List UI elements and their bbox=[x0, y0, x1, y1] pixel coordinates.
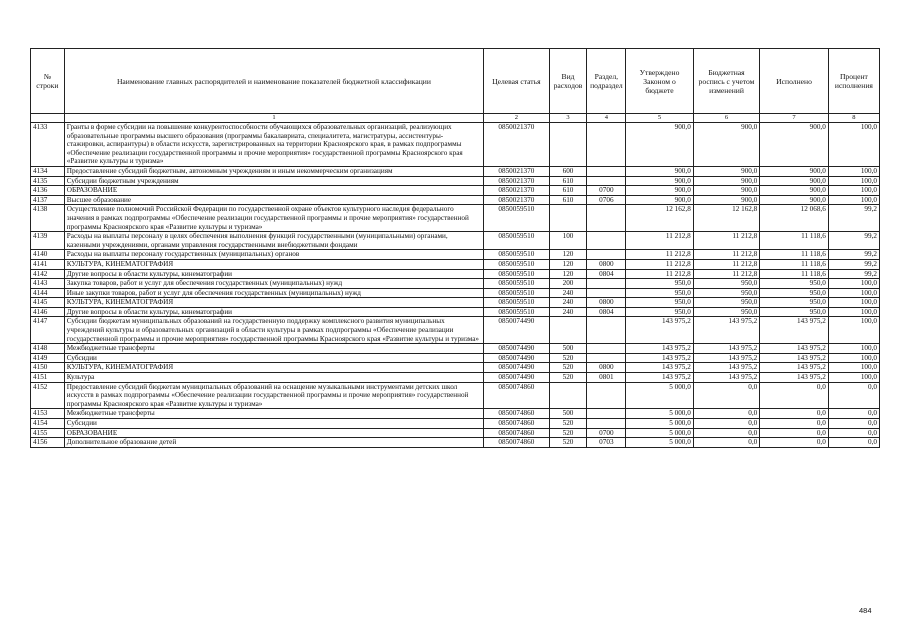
target-article: 0850059510 bbox=[484, 298, 549, 308]
row-number: 4143 bbox=[31, 279, 65, 289]
execution-percent: 0,0 bbox=[828, 438, 879, 448]
table-row bbox=[31, 307, 880, 317]
target-article: 0850074860 bbox=[484, 438, 549, 448]
budget-schedule-amount: 900,0 bbox=[693, 123, 759, 167]
executed-amount: 143 975,2 bbox=[760, 317, 829, 344]
budget-schedule-amount: 11 212,8 bbox=[693, 259, 759, 269]
executed-amount: 950,0 bbox=[760, 279, 829, 289]
execution-percent: 100,0 bbox=[828, 317, 879, 344]
budget-schedule-amount: 11 212,8 bbox=[693, 232, 759, 250]
row-number: 4156 bbox=[31, 438, 65, 448]
row-description: ОБРАЗОВАНИЕ bbox=[64, 428, 483, 438]
expense-type: 100 bbox=[549, 232, 587, 250]
approved-amount: 5 000,0 bbox=[626, 438, 694, 448]
column-header: Бюджетная роспись с учетом изменений bbox=[693, 49, 759, 114]
table-row bbox=[31, 419, 880, 429]
approved-amount: 950,0 bbox=[626, 307, 694, 317]
column-number: 5 bbox=[626, 114, 694, 123]
approved-amount: 950,0 bbox=[626, 288, 694, 298]
execution-percent: 100,0 bbox=[828, 186, 879, 196]
approved-amount: 950,0 bbox=[626, 298, 694, 308]
execution-percent: 100,0 bbox=[828, 279, 879, 289]
budget-schedule-amount: 12 162,8 bbox=[693, 205, 759, 232]
target-article: 0850021370 bbox=[484, 195, 549, 205]
expense-type: 120 bbox=[549, 250, 587, 260]
table-row bbox=[31, 176, 880, 186]
row-number: 4134 bbox=[31, 166, 65, 176]
approved-amount: 11 212,8 bbox=[626, 232, 694, 250]
target-article: 0850074860 bbox=[484, 409, 549, 419]
row-description: Иные закупки товаров, работ и услуг для обеспечения государственных (муниципальных) нужд bbox=[64, 288, 483, 298]
approved-amount: 11 212,8 bbox=[626, 250, 694, 260]
budget-schedule-amount: 950,0 bbox=[693, 279, 759, 289]
execution-percent: 99,2 bbox=[828, 269, 879, 279]
approved-amount: 5 000,0 bbox=[626, 428, 694, 438]
row-description: Субсидии bbox=[64, 419, 483, 429]
execution-percent: 99,2 bbox=[828, 205, 879, 232]
budget-schedule-amount: 900,0 bbox=[693, 186, 759, 196]
expense-type bbox=[549, 205, 587, 232]
budget-schedule-amount: 900,0 bbox=[693, 176, 759, 186]
target-article: 0850059510 bbox=[484, 279, 549, 289]
column-header: Утверждено Законом о бюджете bbox=[626, 49, 694, 114]
executed-amount: 0,0 bbox=[760, 438, 829, 448]
table-row bbox=[31, 344, 880, 354]
expense-type: 610 bbox=[549, 186, 587, 196]
budget-schedule-amount: 143 975,2 bbox=[693, 373, 759, 383]
section-subsection bbox=[587, 232, 626, 250]
section-subsection bbox=[587, 317, 626, 344]
row-number: 4146 bbox=[31, 307, 65, 317]
column-number: 8 bbox=[828, 114, 879, 123]
executed-amount: 0,0 bbox=[760, 382, 829, 409]
execution-percent: 0,0 bbox=[828, 419, 879, 429]
execution-percent: 100,0 bbox=[828, 123, 879, 167]
execution-percent: 99,2 bbox=[828, 250, 879, 260]
row-description: КУЛЬТУРА, КИНЕМАТОГРАФИЯ bbox=[64, 363, 483, 373]
executed-amount: 900,0 bbox=[760, 123, 829, 167]
execution-percent: 100,0 bbox=[828, 298, 879, 308]
approved-amount: 12 162,8 bbox=[626, 205, 694, 232]
table-row bbox=[31, 232, 880, 250]
expense-type bbox=[549, 317, 587, 344]
approved-amount: 950,0 bbox=[626, 279, 694, 289]
column-number: 6 bbox=[693, 114, 759, 123]
table-row bbox=[31, 363, 880, 373]
row-description: КУЛЬТУРА, КИНЕМАТОГРАФИЯ bbox=[64, 298, 483, 308]
column-number-row bbox=[31, 114, 880, 123]
execution-percent: 99,2 bbox=[828, 232, 879, 250]
row-description: Высшее образование bbox=[64, 195, 483, 205]
budget-schedule-amount: 950,0 bbox=[693, 307, 759, 317]
row-description: Другие вопросы в области культуры, кинематографии bbox=[64, 307, 483, 317]
row-number: 4133 bbox=[31, 123, 65, 167]
executed-amount: 0,0 bbox=[760, 419, 829, 429]
section-subsection: 0804 bbox=[587, 269, 626, 279]
table-row bbox=[31, 269, 880, 279]
row-number: 4150 bbox=[31, 363, 65, 373]
approved-amount: 900,0 bbox=[626, 166, 694, 176]
table-row bbox=[31, 317, 880, 344]
target-article: 0850074490 bbox=[484, 317, 549, 344]
page-number: 484 bbox=[859, 606, 872, 615]
expense-type: 240 bbox=[549, 298, 587, 308]
row-number: 4141 bbox=[31, 259, 65, 269]
table-body bbox=[31, 123, 880, 448]
expense-type: 500 bbox=[549, 344, 587, 354]
expense-type: 240 bbox=[549, 288, 587, 298]
row-number: 4135 bbox=[31, 176, 65, 186]
column-header: Процент исполнения bbox=[828, 49, 879, 114]
execution-percent: 100,0 bbox=[828, 353, 879, 363]
budget-schedule-amount: 950,0 bbox=[693, 288, 759, 298]
row-description: Расходы на выплаты персоналу государственных (муниципальных) органов bbox=[64, 250, 483, 260]
table-row bbox=[31, 298, 880, 308]
execution-percent: 100,0 bbox=[828, 373, 879, 383]
table-row bbox=[31, 166, 880, 176]
column-number bbox=[31, 114, 65, 123]
expense-type: 520 bbox=[549, 428, 587, 438]
executed-amount: 950,0 bbox=[760, 307, 829, 317]
execution-percent: 100,0 bbox=[828, 195, 879, 205]
section-subsection bbox=[587, 123, 626, 167]
executed-amount: 900,0 bbox=[760, 176, 829, 186]
expense-type: 520 bbox=[549, 438, 587, 448]
expense-type: 610 bbox=[549, 176, 587, 186]
execution-percent: 0,0 bbox=[828, 428, 879, 438]
target-article: 0850059510 bbox=[484, 232, 549, 250]
target-article: 0850059510 bbox=[484, 269, 549, 279]
expense-type: 120 bbox=[549, 269, 587, 279]
row-description: Расходы на выплаты персоналу в целях обеспечения выполнения функций государственными (муниципальными) органами, казенными учреждениями, органами управления государственными внебюджетными фондами bbox=[64, 232, 483, 250]
row-description: Осуществление полномочий Российской Федерации по государственной охране объектов культурного наследия федерального значения в рамках подпрограммы «Обеспечение реализации государственной программы и прочие мероприятия» государственной программы Красноярского края «Развитие культуры и туризма» bbox=[64, 205, 483, 232]
section-subsection: 0700 bbox=[587, 428, 626, 438]
section-subsection: 0703 bbox=[587, 438, 626, 448]
row-number: 4148 bbox=[31, 344, 65, 354]
row-description: Субсидии бюджетным учреждениям bbox=[64, 176, 483, 186]
table-row bbox=[31, 123, 880, 167]
row-number: 4152 bbox=[31, 382, 65, 409]
row-description: Межбюджетные трансферты bbox=[64, 409, 483, 419]
row-number: 4136 bbox=[31, 186, 65, 196]
execution-percent: 100,0 bbox=[828, 307, 879, 317]
approved-amount: 5 000,0 bbox=[626, 382, 694, 409]
target-article: 0850021370 bbox=[484, 186, 549, 196]
execution-percent: 100,0 bbox=[828, 344, 879, 354]
column-header: № строки bbox=[31, 49, 65, 114]
section-subsection bbox=[587, 288, 626, 298]
section-subsection bbox=[587, 176, 626, 186]
table-row bbox=[31, 288, 880, 298]
budget-schedule-amount: 0,0 bbox=[693, 419, 759, 429]
column-header: Вид расходов bbox=[549, 49, 587, 114]
budget-schedule-amount: 143 975,2 bbox=[693, 353, 759, 363]
target-article: 0850021370 bbox=[484, 123, 549, 167]
approved-amount: 900,0 bbox=[626, 195, 694, 205]
approved-amount: 11 212,8 bbox=[626, 259, 694, 269]
row-description: Предоставление субсидий бюджетным, автономным учреждениям и иным некоммерческим организациям bbox=[64, 166, 483, 176]
budget-schedule-amount: 143 975,2 bbox=[693, 363, 759, 373]
section-subsection: 0800 bbox=[587, 259, 626, 269]
approved-amount: 143 975,2 bbox=[626, 344, 694, 354]
row-description: Предоставление субсидий бюджетам муниципальных образований на оснащение музыкальными инструментами детских школ искусств в рамках подпрограммы «Обеспечение реализации государственной программы и прочие мероприятия» государственной программы Красноярского края «Развитие культуры и туризма» bbox=[64, 382, 483, 409]
budget-schedule-amount: 11 212,8 bbox=[693, 250, 759, 260]
row-description: Культура bbox=[64, 373, 483, 383]
approved-amount: 143 975,2 bbox=[626, 353, 694, 363]
target-article: 0850074860 bbox=[484, 419, 549, 429]
section-subsection: 0804 bbox=[587, 307, 626, 317]
expense-type: 200 bbox=[549, 279, 587, 289]
column-number: 2 bbox=[484, 114, 549, 123]
table-row bbox=[31, 373, 880, 383]
target-article: 0850074490 bbox=[484, 353, 549, 363]
expense-type: 520 bbox=[549, 363, 587, 373]
table-row bbox=[31, 205, 880, 232]
target-article: 0850059510 bbox=[484, 307, 549, 317]
target-article: 0850074490 bbox=[484, 363, 549, 373]
execution-percent: 0,0 bbox=[828, 409, 879, 419]
section-subsection bbox=[587, 344, 626, 354]
row-description: ОБРАЗОВАНИЕ bbox=[64, 186, 483, 196]
budget-schedule-amount: 0,0 bbox=[693, 382, 759, 409]
budget-schedule-amount: 950,0 bbox=[693, 298, 759, 308]
execution-percent: 100,0 bbox=[828, 288, 879, 298]
section-subsection bbox=[587, 279, 626, 289]
section-subsection bbox=[587, 250, 626, 260]
section-subsection: 0800 bbox=[587, 363, 626, 373]
executed-amount: 11 118,6 bbox=[760, 250, 829, 260]
budget-schedule-amount: 900,0 bbox=[693, 166, 759, 176]
column-header: Раздел, подраздел bbox=[587, 49, 626, 114]
budget-execution-table bbox=[30, 48, 880, 448]
table-row bbox=[31, 279, 880, 289]
row-description: Субсидии bbox=[64, 353, 483, 363]
row-description: Другие вопросы в области культуры, кинематографии bbox=[64, 269, 483, 279]
approved-amount: 900,0 bbox=[626, 123, 694, 167]
execution-percent: 0,0 bbox=[828, 382, 879, 409]
executed-amount: 11 118,6 bbox=[760, 269, 829, 279]
expense-type: 520 bbox=[549, 419, 587, 429]
expense-type bbox=[549, 123, 587, 167]
row-number: 4137 bbox=[31, 195, 65, 205]
column-header: Исполнено bbox=[760, 49, 829, 114]
approved-amount: 143 975,2 bbox=[626, 373, 694, 383]
executed-amount: 900,0 bbox=[760, 186, 829, 196]
executed-amount: 11 118,6 bbox=[760, 259, 829, 269]
target-article: 0850074490 bbox=[484, 344, 549, 354]
execution-percent: 100,0 bbox=[828, 176, 879, 186]
executed-amount: 143 975,2 bbox=[760, 353, 829, 363]
column-number: 3 bbox=[549, 114, 587, 123]
section-subsection bbox=[587, 419, 626, 429]
section-subsection bbox=[587, 205, 626, 232]
table-row bbox=[31, 186, 880, 196]
target-article: 0850074860 bbox=[484, 382, 549, 409]
table-row bbox=[31, 382, 880, 409]
target-article: 0850059510 bbox=[484, 259, 549, 269]
executed-amount: 143 975,2 bbox=[760, 344, 829, 354]
section-subsection bbox=[587, 166, 626, 176]
section-subsection bbox=[587, 382, 626, 409]
budget-schedule-amount: 0,0 bbox=[693, 438, 759, 448]
target-article: 0850021370 bbox=[484, 166, 549, 176]
executed-amount: 12 068,6 bbox=[760, 205, 829, 232]
row-number: 4149 bbox=[31, 353, 65, 363]
table-row bbox=[31, 353, 880, 363]
budget-schedule-amount: 11 212,8 bbox=[693, 269, 759, 279]
section-subsection bbox=[587, 353, 626, 363]
row-description: Гранты в форме субсидии на повышение конкурентоспособности обучающихся образовательных организаций, реализующих образовательные программы высшего образования (программы бакалавриата, специалитета, магистратуры, ассистентуры-стажировки, аспирантуры) в области искусств, зарегистрированных на территории Красноярского края, в рамках подпрограммы «Обеспечение реализации государственной программы и прочие мероприятия» государственной программы Красноярского края «Развитие культуры и туризма» bbox=[64, 123, 483, 167]
target-article: 0850021370 bbox=[484, 176, 549, 186]
execution-percent: 99,2 bbox=[828, 259, 879, 269]
section-subsection: 0800 bbox=[587, 298, 626, 308]
executed-amount: 143 975,2 bbox=[760, 363, 829, 373]
table-row bbox=[31, 409, 880, 419]
table-row bbox=[31, 250, 880, 260]
expense-type bbox=[549, 382, 587, 409]
row-description: КУЛЬТУРА, КИНЕМАТОГРАФИЯ bbox=[64, 259, 483, 269]
approved-amount: 5 000,0 bbox=[626, 409, 694, 419]
budget-schedule-amount: 143 975,2 bbox=[693, 344, 759, 354]
expense-type: 600 bbox=[549, 166, 587, 176]
executed-amount: 950,0 bbox=[760, 288, 829, 298]
budget-schedule-amount: 143 975,2 bbox=[693, 317, 759, 344]
section-subsection bbox=[587, 409, 626, 419]
executed-amount: 0,0 bbox=[760, 409, 829, 419]
header-row bbox=[31, 49, 880, 114]
target-article: 0850059510 bbox=[484, 205, 549, 232]
row-description: Дополнительное образование детей bbox=[64, 438, 483, 448]
row-description: Субсидии бюджетам муниципальных образований на государственную поддержку комплексного развития муниципальных учреждений культуры и образовательных организаций в области культуры в рамках подпрограммы «Обеспечение реализации государственной программы и прочие мероприятия» государственной программы Красноярского края «Развитие культуры и туризма» bbox=[64, 317, 483, 344]
row-number: 4151 bbox=[31, 373, 65, 383]
table-row bbox=[31, 428, 880, 438]
execution-percent: 100,0 bbox=[828, 363, 879, 373]
executed-amount: 900,0 bbox=[760, 195, 829, 205]
executed-amount: 900,0 bbox=[760, 166, 829, 176]
row-number: 4140 bbox=[31, 250, 65, 260]
approved-amount: 11 212,8 bbox=[626, 269, 694, 279]
target-article: 0850074860 bbox=[484, 428, 549, 438]
executed-amount: 0,0 bbox=[760, 428, 829, 438]
expense-type: 120 bbox=[549, 259, 587, 269]
row-number: 4138 bbox=[31, 205, 65, 232]
expense-type: 520 bbox=[549, 373, 587, 383]
budget-schedule-amount: 0,0 bbox=[693, 428, 759, 438]
row-number: 4145 bbox=[31, 298, 65, 308]
executed-amount: 11 118,6 bbox=[760, 232, 829, 250]
row-number: 4153 bbox=[31, 409, 65, 419]
expense-type: 610 bbox=[549, 195, 587, 205]
target-article: 0850074490 bbox=[484, 373, 549, 383]
section-subsection: 0801 bbox=[587, 373, 626, 383]
approved-amount: 5 000,0 bbox=[626, 419, 694, 429]
expense-type: 520 bbox=[549, 353, 587, 363]
row-number: 4142 bbox=[31, 269, 65, 279]
row-description: Межбюджетные трансферты bbox=[64, 344, 483, 354]
execution-percent: 100,0 bbox=[828, 166, 879, 176]
executed-amount: 143 975,2 bbox=[760, 373, 829, 383]
approved-amount: 900,0 bbox=[626, 186, 694, 196]
table-row bbox=[31, 195, 880, 205]
column-header: Наименование главных распорядителей и наименование показателей бюджетной классификации bbox=[64, 49, 483, 114]
approved-amount: 143 975,2 bbox=[626, 363, 694, 373]
section-subsection: 0706 bbox=[587, 195, 626, 205]
section-subsection: 0700 bbox=[587, 186, 626, 196]
column-number: 4 bbox=[587, 114, 626, 123]
executed-amount: 950,0 bbox=[760, 298, 829, 308]
approved-amount: 143 975,2 bbox=[626, 317, 694, 344]
expense-type: 240 bbox=[549, 307, 587, 317]
column-number: 1 bbox=[64, 114, 483, 123]
row-number: 4155 bbox=[31, 428, 65, 438]
row-number: 4147 bbox=[31, 317, 65, 344]
target-article: 0850059510 bbox=[484, 250, 549, 260]
column-number: 7 bbox=[760, 114, 829, 123]
budget-schedule-amount: 0,0 bbox=[693, 409, 759, 419]
column-header: Целевая статья bbox=[484, 49, 549, 114]
target-article: 0850059510 bbox=[484, 288, 549, 298]
table-row bbox=[31, 438, 880, 448]
row-description: Закупка товаров, работ и услуг для обеспечения государственных (муниципальных) нужд bbox=[64, 279, 483, 289]
row-number: 4154 bbox=[31, 419, 65, 429]
expense-type: 500 bbox=[549, 409, 587, 419]
approved-amount: 900,0 bbox=[626, 176, 694, 186]
row-number: 4139 bbox=[31, 232, 65, 250]
budget-schedule-amount: 900,0 bbox=[693, 195, 759, 205]
row-number: 4144 bbox=[31, 288, 65, 298]
table-row bbox=[31, 259, 880, 269]
